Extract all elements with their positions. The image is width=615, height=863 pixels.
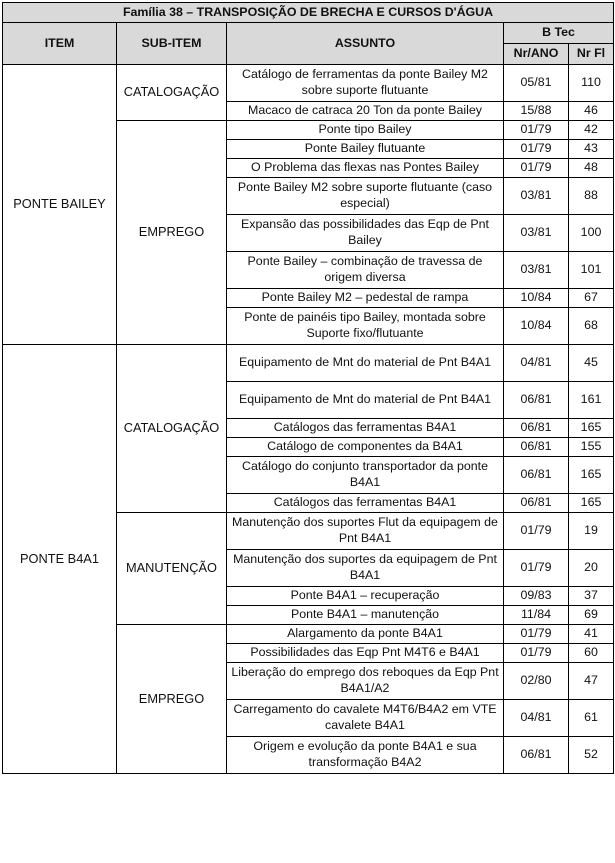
nr-ano-cell: 01/79 — [504, 625, 569, 644]
assunto-cell: O Problema das flexas nas Pontes Bailey — [227, 159, 504, 178]
assunto-cell: Catálogos das ferramentas B4A1 — [227, 494, 504, 513]
subject-index-table — [2, 2, 614, 774]
header-item: ITEM — [3, 23, 117, 65]
nr-fl-cell: 42 — [569, 121, 614, 140]
assunto-cell: Equipamento de Mnt do material de Pnt B4A1 — [227, 345, 504, 382]
subitem-cell: EMPREGO — [117, 121, 227, 345]
assunto-cell: Possibilidades das Eqp Pnt M4T6 e B4A1 — [227, 644, 504, 663]
table-row — [3, 65, 614, 102]
item-cell: PONTE B4A1 — [3, 345, 117, 774]
nr-ano-cell: 01/79 — [504, 140, 569, 159]
assunto-cell: Carregamento do cavalete M4T6/B4A2 em VTE cavalete B4A1 — [227, 700, 504, 737]
header-assunto: ASSUNTO — [227, 23, 504, 65]
nr-fl-cell: 165 — [569, 494, 614, 513]
nr-ano-cell: 04/81 — [504, 700, 569, 737]
assunto-cell: Alargamento da ponte B4A1 — [227, 625, 504, 644]
nr-fl-cell: 88 — [569, 178, 614, 215]
header-nr-ano: Nr/ANO — [504, 44, 569, 65]
nr-fl-cell: 165 — [569, 419, 614, 438]
nr-fl-cell: 52 — [569, 737, 614, 774]
nr-ano-cell: 15/88 — [504, 102, 569, 121]
nr-fl-cell: 43 — [569, 140, 614, 159]
nr-ano-cell: 06/81 — [504, 457, 569, 494]
nr-ano-cell: 03/81 — [504, 215, 569, 252]
table-header — [3, 3, 614, 65]
nr-ano-cell: 03/81 — [504, 178, 569, 215]
assunto-cell: Liberação do emprego dos reboques da Eqp Pnt B4A1/A2 — [227, 663, 504, 700]
header-subitem: SUB-ITEM — [117, 23, 227, 65]
assunto-cell: Manutenção dos suportes Flut da equipagem de Pnt B4A1 — [227, 513, 504, 550]
subitem-cell: CATALOGAÇÃO — [117, 65, 227, 121]
nr-ano-cell: 02/80 — [504, 663, 569, 700]
nr-ano-cell: 06/81 — [504, 438, 569, 457]
nr-fl-cell: 48 — [569, 159, 614, 178]
assunto-cell: Manutenção dos suportes da equipagem de Pnt B4A1 — [227, 550, 504, 587]
assunto-cell: Ponte Bailey flutuante — [227, 140, 504, 159]
header-nr-fl: Nr Fl — [569, 44, 614, 65]
nr-ano-cell: 05/81 — [504, 65, 569, 102]
nr-ano-cell: 06/81 — [504, 494, 569, 513]
item-cell: PONTE BAILEY — [3, 65, 117, 345]
nr-ano-cell: 01/79 — [504, 121, 569, 140]
nr-fl-cell: 165 — [569, 457, 614, 494]
nr-fl-cell: 101 — [569, 252, 614, 289]
assunto-cell: Ponte de painéis tipo Bailey, montada sobre Suporte fixo/flutuante — [227, 308, 504, 345]
assunto-cell: Expansão das possibilidades das Eqp de Pnt Bailey — [227, 215, 504, 252]
assunto-cell: Ponte Bailey M2 – pedestal de rampa — [227, 289, 504, 308]
nr-fl-cell: 37 — [569, 587, 614, 606]
nr-fl-cell: 69 — [569, 606, 614, 625]
table-row — [3, 345, 614, 382]
nr-ano-cell: 06/81 — [504, 737, 569, 774]
assunto-cell: Catálogo do conjunto transportador da ponte B4A1 — [227, 457, 504, 494]
nr-fl-cell: 161 — [569, 382, 614, 419]
nr-fl-cell: 110 — [569, 65, 614, 102]
nr-ano-cell: 11/84 — [504, 606, 569, 625]
table-title: Família 38 – TRANSPOSIÇÃO DE BRECHA E CURSOS D'ÁGUA — [3, 3, 614, 23]
assunto-cell: Ponte B4A1 – manutenção — [227, 606, 504, 625]
assunto-cell: Ponte B4A1 – recuperação — [227, 587, 504, 606]
subitem-cell: EMPREGO — [117, 625, 227, 774]
nr-ano-cell: 10/84 — [504, 289, 569, 308]
assunto-cell: Catálogos das ferramentas B4A1 — [227, 419, 504, 438]
nr-fl-cell: 67 — [569, 289, 614, 308]
nr-fl-cell: 47 — [569, 663, 614, 700]
subitem-cell: MANUTENÇÃO — [117, 513, 227, 625]
nr-ano-cell: 03/81 — [504, 252, 569, 289]
nr-ano-cell: 10/84 — [504, 308, 569, 345]
assunto-cell: Ponte tipo Bailey — [227, 121, 504, 140]
nr-fl-cell: 155 — [569, 438, 614, 457]
nr-ano-cell: 09/83 — [504, 587, 569, 606]
subitem-cell: CATALOGAÇÃO — [117, 345, 227, 513]
nr-ano-cell: 04/81 — [504, 345, 569, 382]
nr-ano-cell: 06/81 — [504, 382, 569, 419]
nr-ano-cell: 01/79 — [504, 513, 569, 550]
header-btec: B Tec — [504, 23, 614, 44]
assunto-cell: Ponte Bailey M2 sobre suporte flutuante (caso especial) — [227, 178, 504, 215]
assunto-cell: Macaco de catraca 20 Ton da ponte Bailey — [227, 102, 504, 121]
nr-fl-cell: 61 — [569, 700, 614, 737]
nr-ano-cell: 01/79 — [504, 644, 569, 663]
assunto-cell: Ponte Bailey – combinação de travessa de origem diversa — [227, 252, 504, 289]
assunto-cell: Catálogo de ferramentas da ponte Bailey M2 sobre suporte flutuante — [227, 65, 504, 102]
nr-fl-cell: 20 — [569, 550, 614, 587]
assunto-cell: Catálogo de componentes da B4A1 — [227, 438, 504, 457]
nr-fl-cell: 19 — [569, 513, 614, 550]
nr-ano-cell: 06/81 — [504, 419, 569, 438]
nr-fl-cell: 45 — [569, 345, 614, 382]
nr-ano-cell: 01/79 — [504, 550, 569, 587]
table-body — [3, 65, 614, 774]
assunto-cell: Equipamento de Mnt do material de Pnt B4A1 — [227, 382, 504, 419]
nr-fl-cell: 68 — [569, 308, 614, 345]
nr-fl-cell: 41 — [569, 625, 614, 644]
nr-fl-cell: 100 — [569, 215, 614, 252]
nr-fl-cell: 46 — [569, 102, 614, 121]
nr-fl-cell: 60 — [569, 644, 614, 663]
assunto-cell: Origem e evolução da ponte B4A1 e sua transformação B4A2 — [227, 737, 504, 774]
nr-ano-cell: 01/79 — [504, 159, 569, 178]
